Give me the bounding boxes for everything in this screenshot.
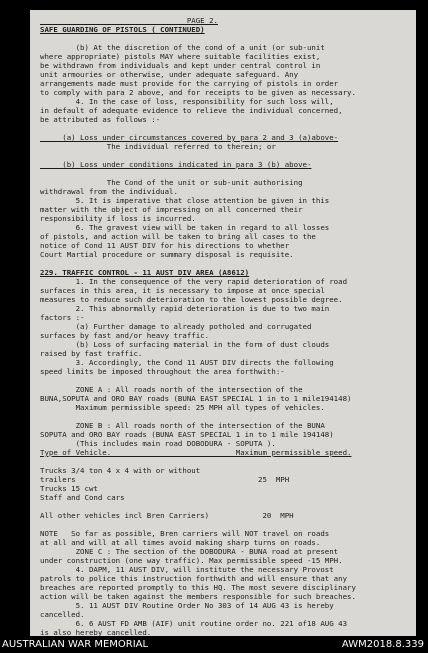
document-line: in default of adequate evidence to relieve the individual concerned, — [40, 106, 343, 115]
document-line: (a) Loss under circumstances covered by para 2 and 3 (a)above- — [40, 133, 339, 142]
document-line: notice of Cond 11 AUST DIV for his directions to whether — [40, 241, 290, 250]
footer-bar — [0, 638, 428, 653]
document-line: 5. It is imperative that close attention be given in this — [40, 196, 330, 205]
document-line: under construction (one way traffic). Max permissible speed -15 MPH. — [40, 556, 343, 565]
document-page — [30, 10, 416, 636]
document-line: where appropriate) pistols MAY where suitable facilities exist, — [40, 52, 321, 61]
document-line: 6. 6 AUST FD AMB (AIF) unit routine order no. 221 of18 AUG 43 — [40, 619, 348, 628]
document-line: Staff and Cond cars — [40, 493, 125, 502]
document-line: surfaces by fast and/or heavy traffic. — [40, 331, 210, 340]
document-line: factors :- — [40, 313, 85, 322]
document-line: to comply with para 2 above, and for receipts to be given as necessary. — [40, 88, 356, 97]
document-line: ZONE A : All roads north of the intersection of the — [40, 385, 303, 394]
document-line: 2. This abnormally rapid deterioration is due to two main — [40, 304, 330, 313]
document-line: cancelled. — [40, 610, 85, 619]
document-line: measures to reduce such deterioration to the lowest possible degree. — [40, 295, 343, 304]
document-line: The Cond of the unit or sub-unit authorising — [40, 178, 303, 187]
document-line: Trucks 15 cwt — [40, 484, 98, 493]
document-line: action will be taken against the members responsible for such breaches. — [40, 592, 356, 601]
document-line: NOTE So far as possible, Bren carriers will NOT travel on roads — [40, 529, 330, 538]
document-line: (b) At the discretion of the cond of a unit (or sub-unit — [40, 43, 325, 52]
document-line: of pistols, and action will be taken to bring all cases to the — [40, 232, 316, 241]
document-line: Type of Vehicle. Maximum permissible speed. — [40, 448, 352, 457]
document-line: unit armouries or otherwise, under adequate safeguard. Any — [40, 70, 299, 79]
document-line: 4. In the case of loss, responsibility for such loss will, — [40, 97, 334, 106]
document-line: BUNA,SOPUTA and ORO BAY roads (BUNA EAST SPECIAL 1 in to 1 mile194148) — [40, 394, 352, 403]
document-line: withdrawal from the individual. — [40, 187, 178, 196]
document-line: Maximum permissible speed: 25 MPH all types of vehicles. — [40, 403, 325, 412]
document-line: be withdrawn from individuals and kept under central control in — [40, 61, 321, 70]
document-line: 5. 11 AUST DIV Routine Order No 303 of 14 AUG 43 is hereby — [40, 601, 334, 610]
document-line: trailers 25 MPH — [40, 475, 290, 484]
document-line: Court Martial procedure or summary disposal is requisite. — [40, 250, 294, 259]
document-line: breaches are reported promptly to this HQ. The most severe disciplinary — [40, 583, 356, 592]
document-line: (a) Further damage to already potholed and corrugated — [40, 322, 312, 331]
document-line: ZONE C : The section of the DOBODURA - BUNA road at present — [40, 547, 339, 556]
footer-accession-number: AWM2018.8.339 — [341, 639, 424, 650]
document-line: (b) Loss under conditions indicated in para 3 (b) above- — [40, 160, 312, 169]
document-line: (This includes main road DOBODURA - SOPUTA ). — [40, 439, 276, 448]
document-line: is also hereby cancelled. — [40, 628, 152, 636]
document-line: ZONE B : All roads north of the intersection of the BUNA — [40, 421, 325, 430]
document-line: The individual referred to therein; or — [40, 142, 276, 151]
document-line: responsibility if loss is incurred. — [40, 214, 196, 223]
document-line: 3. Accordingly, the Cond 11 AUST DIV directs the following — [40, 358, 334, 367]
document-line: patrols to police this instruction forthwith and will ensure that any — [40, 574, 348, 583]
document-line: PAGE 2. — [40, 16, 218, 25]
footer-source: AUSTRALIAN WAR MEMORIAL — [2, 639, 149, 650]
document-line: Trucks 3/4 ton 4 x 4 with or without — [40, 466, 201, 475]
document-line: 4. DAPM, 11 AUST DIV, will institute the necessary Provost — [40, 565, 334, 574]
document-line: SOPUTA and ORO BAY roads (BUNA EAST SPECIAL 1 in to 1 mile 194148) — [40, 430, 334, 439]
document-line: matter with the object of impressing on all concerned their — [40, 205, 303, 214]
document-line: 229. TRAFFIC CONTROL - 11 AUST DIV AREA (A8612) — [40, 268, 250, 277]
document-line: arrangements made must provide for the carrying of pistols in order — [40, 79, 339, 88]
document-line: at all and will at all times avoid making sharp turns on roads. — [40, 538, 321, 547]
document-line: All other vehicles incl Bren Carriers) 20 MPH — [40, 511, 294, 520]
document-line: raised by fast traffic. — [40, 349, 143, 358]
document-line: 1. In the consequence of the very rapid deterioration of road — [40, 277, 348, 286]
document-line: 6. The gravest view will be taken in regard to all losses — [40, 223, 330, 232]
document-line: be attributed as follows :- — [40, 115, 161, 124]
document-line: (b) Loss of surfacing material in the form of dust clouds — [40, 340, 330, 349]
document-line: SAFE GUARDING OF PISTOLS ( CONTINUED) — [40, 25, 205, 34]
document-line: surfaces in this area, it is necessary to impose at once special — [40, 286, 325, 295]
document-line: speed limits be imposed throughout the area forthwith:- — [40, 367, 285, 376]
